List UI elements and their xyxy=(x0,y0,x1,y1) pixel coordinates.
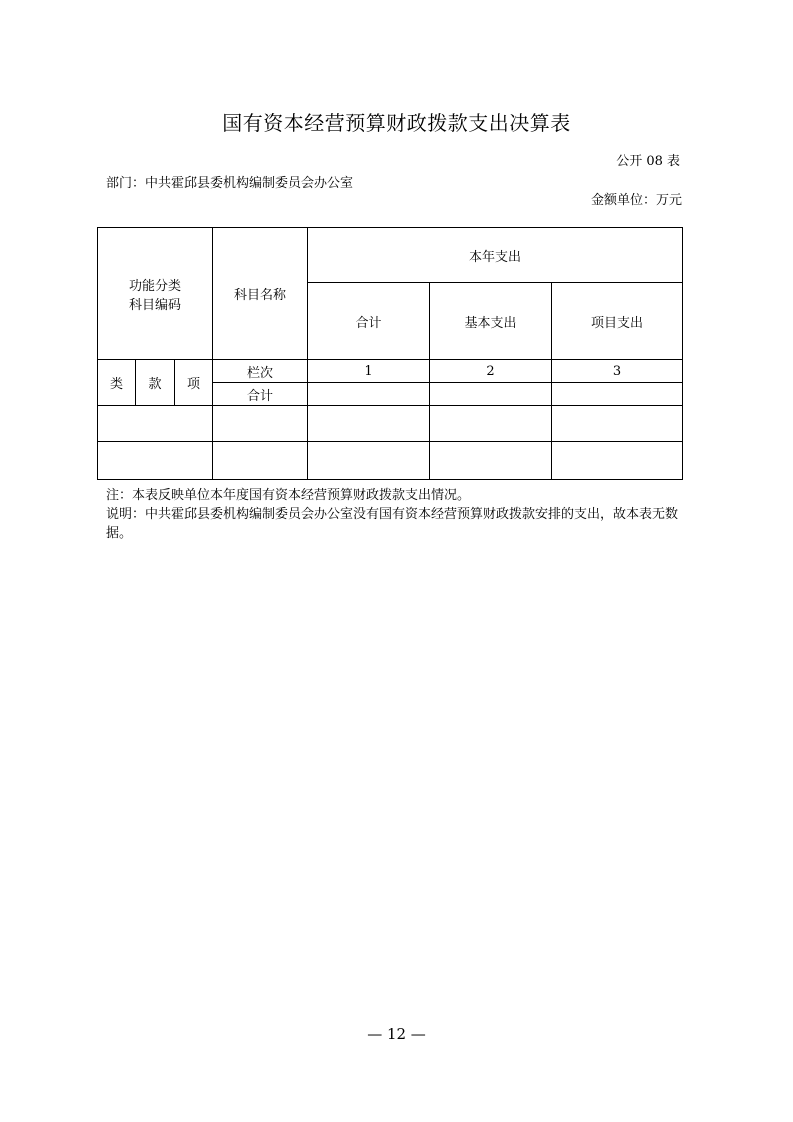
amount-unit: 金额单位：万元 xyxy=(591,193,683,208)
total-row-total xyxy=(308,383,430,406)
note-text: 注：本表反映单位本年度国有资本经营预算财政拨款支出情况。 xyxy=(106,488,471,503)
table-cell xyxy=(430,406,552,442)
column-index-2: 2 xyxy=(430,360,552,383)
table-row xyxy=(98,442,683,480)
total-row-basic xyxy=(430,383,552,406)
table-cell xyxy=(98,442,213,480)
column-index-1: 1 xyxy=(308,360,430,383)
total-header: 合计 xyxy=(308,283,430,360)
basic-expense-header: 基本支出 xyxy=(430,283,552,360)
function-class-label: 功能分类 xyxy=(128,278,181,294)
table-cell xyxy=(308,406,430,442)
subject-code-label: 科目编码 xyxy=(128,297,181,313)
department-label: 部门：中共霍邱县委机构编制委员会办公室 xyxy=(106,176,354,191)
section-header: 款 xyxy=(136,360,175,406)
explanation-text: 说明：中共霍邱县委机构编制委员会办公室没有国有资本经营预算财政拨款安排的支出，故本表无数据。 xyxy=(106,507,679,541)
table-row xyxy=(98,406,683,442)
current-year-expense-header: 本年支出 xyxy=(308,228,683,283)
table-cell xyxy=(308,442,430,480)
table-number: 公开 08 表 xyxy=(616,154,680,169)
table-cell xyxy=(98,406,213,442)
document-title: 国有资本经营预算财政拨款支出决算表 xyxy=(222,111,571,135)
subject-name-header: 科目名称 xyxy=(213,228,308,360)
table-cell xyxy=(552,406,683,442)
table-cell xyxy=(552,442,683,480)
total-row-label: 合计 xyxy=(213,383,308,406)
expenditure-table xyxy=(97,227,683,480)
table-cell xyxy=(430,442,552,480)
project-expense-header: 项目支出 xyxy=(552,283,683,360)
column-index-3: 3 xyxy=(552,360,683,383)
column-index-label: 栏次 xyxy=(213,360,308,383)
total-row-project xyxy=(552,383,683,406)
function-classification-header xyxy=(98,228,213,360)
page-number: — 12 — xyxy=(367,1025,426,1043)
category-header: 类 xyxy=(98,360,136,406)
notes-section xyxy=(106,486,686,543)
table-cell xyxy=(213,406,308,442)
item-header: 项 xyxy=(175,360,213,406)
table-cell xyxy=(213,442,308,480)
